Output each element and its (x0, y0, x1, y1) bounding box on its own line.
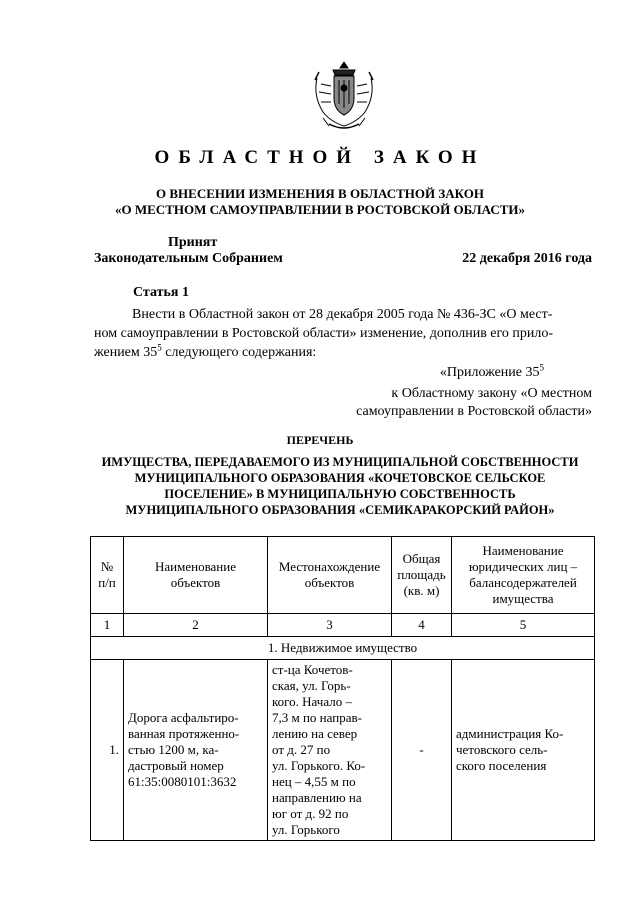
paragraph-line (94, 343, 592, 362)
property-table (90, 536, 595, 841)
column-number: 3 (268, 614, 392, 637)
header-text: объектов (170, 575, 221, 590)
column-number: 5 (452, 614, 595, 637)
section-title: 1. Недвижимое имущество (91, 637, 595, 660)
superscript: 5 (539, 362, 544, 373)
column-number-row (91, 614, 595, 637)
cell-line: администрация Ко- (456, 726, 564, 741)
cell-line: ул. Горького (272, 822, 340, 837)
subtitle-line: «О МЕСТНОМ САМОУПРАВЛЕНИИ В РОСТОВСКОЙ ОБЛАСТИ» (115, 202, 525, 217)
list-subtitle-line: МУНИЦИПАЛЬНОГО ОБРАЗОВАНИЯ «КОЧЕТОВСКОЕ СЕЛЬСКОЕ (134, 471, 546, 485)
article-heading: Статья 1 (133, 285, 189, 300)
column-number: 4 (392, 614, 452, 637)
cell-name (124, 660, 268, 841)
coat-of-arms-emblem (309, 58, 379, 134)
adopted-date: 22 декабря 2016 года (462, 251, 592, 266)
cell-line: направлению на (272, 790, 362, 805)
cell-line: нец – 4,55 м по (272, 774, 356, 789)
paragraph-line: Внести в Областной закон от 28 декабря 2005 года № 436-ЗС «О мест- (132, 307, 553, 322)
header-text: балансодержателей (469, 575, 577, 590)
header-location (268, 537, 392, 614)
header-text: Наименование (482, 543, 564, 558)
cell-line: ул. Горького. Ко- (272, 758, 366, 773)
header-holder (452, 537, 595, 614)
header-text: Наименование (155, 559, 236, 574)
list-subtitle-line: ПОСЕЛЕНИЕ» В МУНИЦИПАЛЬНУЮ СОБСТВЕННОСТЬ (164, 487, 516, 501)
appendix-ref-line: к Областному закону «О местном (391, 386, 592, 401)
cell-line: четовского сель- (456, 742, 548, 757)
paragraph-text: следующего содержания: (161, 345, 317, 360)
document-title: ОБЛАСТНОЙ ЗАКОН (154, 147, 486, 168)
header-text: площадь (397, 567, 446, 582)
adopted-label: Принят (168, 235, 218, 250)
subtitle-line: О ВНЕСЕНИИ ИЗМЕНЕНИЯ В ОБЛАСТНОЙ ЗАКОН (156, 186, 484, 201)
appendix-ref-line: самоуправлении в Ростовской области» (356, 404, 592, 419)
cell-line: ского поселения (456, 758, 547, 773)
cell-line: Дорога асфальтиро- (128, 710, 239, 725)
cell-line: дастровый номер (128, 758, 224, 773)
header-text: (кв. м) (403, 583, 440, 598)
cell-line: юг от д. 92 по (272, 806, 349, 821)
header-text: Местонахождение (278, 559, 381, 574)
list-subtitle-line: ИМУЩЕСТВА, ПЕРЕДАВАЕМОГО ИЗ МУНИЦИПАЛЬНОЙ СОБСТВЕННОСТИ (101, 455, 579, 469)
header-name (124, 537, 268, 614)
header-text: юридических лиц – (468, 559, 578, 574)
appendix-label (439, 362, 544, 381)
cell-line: ст-ца Кочетов- (272, 662, 353, 677)
adopted-by-label: Законодательным Собранием (94, 251, 283, 266)
cell-number: 1. (91, 660, 124, 841)
table-header-row (91, 537, 595, 614)
header-text: № (100, 559, 114, 574)
cell-location (268, 660, 392, 841)
paragraph-text: жением 35 (94, 345, 158, 360)
cell-line: кого. Начало – (272, 694, 352, 709)
cell-line: ская, ул. Горь- (272, 678, 351, 693)
cell-line: 7,3 м по направ- (272, 710, 362, 725)
document-subtitle (60, 186, 580, 218)
header-area (392, 537, 452, 614)
appendix-text: «Приложение 35 (439, 365, 540, 380)
list-title: ПЕРЕЧЕНЬ (286, 433, 354, 447)
header-text: имущества (492, 591, 554, 606)
list-subtitle (70, 454, 610, 518)
cell-line: от д. 27 по (272, 742, 331, 757)
cell-line: ванная протяженно- (128, 726, 240, 741)
table-row (91, 660, 595, 841)
header-text: объектов (304, 575, 355, 590)
cell-holder (452, 660, 595, 841)
paragraph-line: ном самоуправлении в Ростовской области» изменение, дополнив его прило- (94, 326, 554, 341)
superscript: 5 (157, 342, 162, 353)
column-number: 1 (91, 614, 124, 637)
header-number (91, 537, 124, 614)
section-row (91, 637, 595, 660)
list-subtitle-line: МУНИЦИПАЛЬНОГО ОБРАЗОВАНИЯ «СЕМИКАРАКОРСКИЙ РАЙОН» (125, 503, 555, 517)
header-text: п/п (98, 575, 116, 590)
cell-line: стью 1200 м, ка- (128, 742, 219, 757)
article-paragraph (94, 305, 592, 362)
cell-line: 61:35:0080101:3632 (128, 774, 237, 789)
cell-line: лению на север (272, 726, 358, 741)
column-number: 2 (124, 614, 268, 637)
cell-area: - (392, 660, 452, 841)
appendix-reference (356, 385, 592, 421)
header-text: Общая (402, 551, 441, 566)
